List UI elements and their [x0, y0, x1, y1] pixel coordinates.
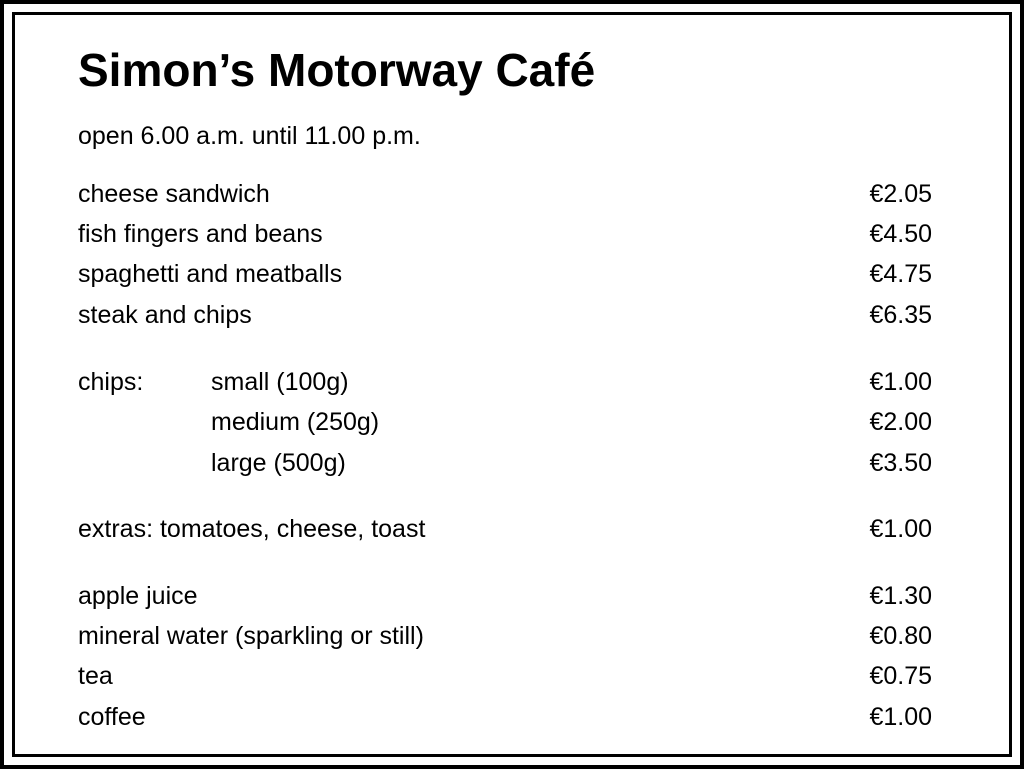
chips-label: chips:	[78, 368, 144, 396]
cafe-title: Simon’s Motorway Café	[78, 44, 596, 96]
opening-hours: open 6.00 a.m. until 11.00 p.m.	[78, 122, 421, 150]
menu-item-chips-large	[78, 445, 932, 481]
item-name: apple juice	[78, 582, 198, 610]
item-price: €1.00	[869, 515, 932, 543]
menu-item-cheese-sandwich	[78, 176, 932, 212]
chips-size: large (500g)	[211, 449, 346, 477]
item-price: €1.00	[869, 703, 932, 731]
menu-item-apple-juice	[78, 578, 932, 614]
menu-item-chips-medium	[78, 404, 932, 440]
item-name: mineral water (sparkling or still)	[78, 622, 424, 650]
item-price: €0.75	[869, 662, 932, 690]
chips-size: medium (250g)	[211, 408, 380, 436]
item-name: fish fingers and beans	[78, 220, 323, 248]
item-price: €2.05	[869, 180, 932, 208]
item-price: €1.00	[869, 368, 932, 396]
item-price: €1.30	[869, 582, 932, 610]
menu-item-mineral-water	[78, 618, 932, 654]
item-name: spaghetti and meatballs	[78, 260, 343, 288]
item-name: cheese sandwich	[78, 180, 270, 208]
menu-item-steak	[78, 297, 932, 333]
item-name: steak and chips	[78, 301, 252, 329]
item-name: extras: tomatoes, cheese, toast	[78, 515, 426, 543]
item-price: €4.50	[869, 220, 932, 248]
item-name: tea	[78, 662, 113, 690]
item-price: €2.00	[869, 408, 932, 436]
item-name: coffee	[78, 703, 146, 731]
menu-item-chips-small	[78, 364, 932, 400]
menu-item-fish-fingers	[78, 216, 932, 252]
menu-item-coffee	[78, 699, 932, 735]
item-price: €4.75	[869, 260, 932, 288]
item-price: €3.50	[869, 449, 932, 477]
chips-size: small (100g)	[211, 368, 349, 396]
menu-item-extras	[78, 511, 932, 547]
menu-item-spaghetti	[78, 256, 932, 292]
item-price: €0.80	[869, 622, 932, 650]
menu-item-tea	[78, 658, 932, 694]
item-price: €6.35	[869, 301, 932, 329]
